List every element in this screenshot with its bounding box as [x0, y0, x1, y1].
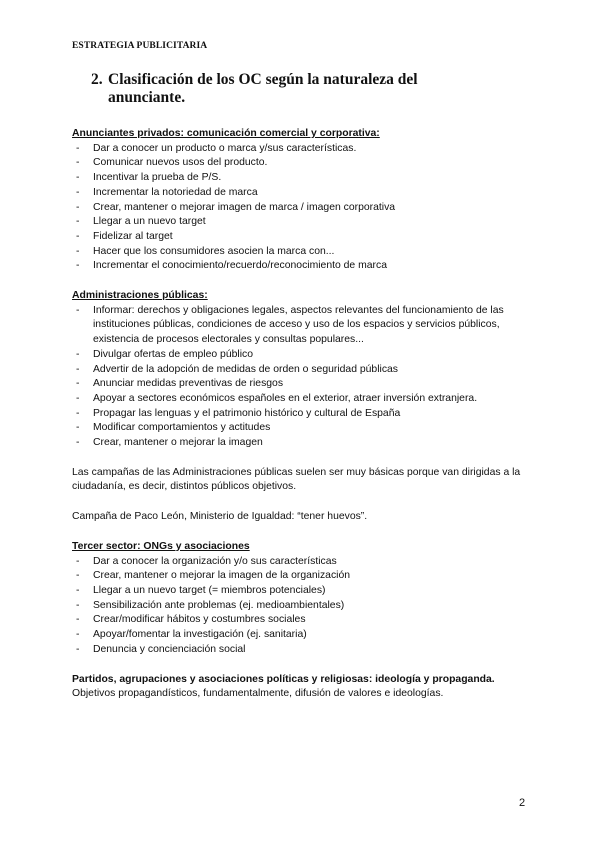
section-title-text: Clasificación de los OC según la naturaleza del anunciante.	[108, 71, 418, 106]
list-item: - Incrementar el conocimiento/recuerdo/reconocimiento de marca	[72, 259, 532, 274]
list-tercer-sector	[72, 555, 532, 658]
heading-tercer-sector: Tercer sector: ONGs y asociaciones	[72, 540, 250, 552]
heading-partidos: Partidos, agrupaciones y asociaciones políticas y religiosas: ideología y propaganda.	[72, 673, 495, 685]
section-title	[91, 71, 491, 107]
list-item: - Divulgar ofertas de empleo público	[72, 348, 532, 363]
list-item: - Crear/modificar hábitos y costumbres sociales	[72, 613, 532, 628]
list-item: - Dar a conocer un producto o marca y/sus características.	[72, 142, 532, 157]
list-item: - Comunicar nuevos usos del producto.	[72, 156, 532, 171]
heading-administraciones-publicas: Administraciones públicas:	[72, 290, 208, 302]
list-item: - Fidelizar al target	[72, 230, 532, 245]
list-item: - Modificar comportamientos y actitudes	[72, 421, 532, 436]
list-item: - Apoyar/fomentar la investigación (ej. sanitaria)	[72, 628, 532, 643]
list-item: - Anunciar medidas preventivas de riesgos	[72, 377, 532, 392]
list-anunciantes-privados	[72, 142, 532, 274]
list-item: - Hacer que los consumidores asocien la marca con...	[72, 245, 532, 260]
list-item: - Sensibilización ante problemas (ej. medioambientales)	[72, 599, 532, 614]
paragraph-partidos: Objetivos propagandísticos, fundamentalmente, difusión de valores e ideologías.	[72, 688, 444, 700]
list-item: - Incrementar la notoriedad de marca	[72, 186, 532, 201]
list-administraciones-publicas	[72, 304, 532, 451]
heading-anunciantes-privados: Anunciantes privados: comunicación comercial y corporativa:	[72, 128, 380, 139]
list-item: - Incentivar la prueba de P/S.	[72, 171, 532, 186]
list-item: - Crear, mantener o mejorar la imagen	[72, 436, 532, 451]
list-item: - Crear, mantener o mejorar imagen de marca / imagen corporativa	[72, 201, 532, 216]
list-item: - Advertir de la adopción de medidas de orden o seguridad públicas	[72, 363, 532, 378]
paragraph-paco-leon: Campaña de Paco León, Ministerio de Igualdad: “tener huevos”.	[72, 511, 368, 523]
running-header: ESTRATEGIA PUBLICITARIA	[72, 41, 208, 51]
list-item: - Dar a conocer la organización y/o sus características	[72, 555, 532, 570]
section-number: 2.	[91, 71, 103, 88]
list-item: - Informar: derechos y obligaciones legales, aspectos relevantes del funcionamiento de las instituciones públicas, condiciones de acceso y uso de los espacios y servicios públicos, existencia de procesos electorales y consultas populares...	[72, 304, 532, 348]
list-item: - Apoyar a sectores económicos españoles en el exterior, atraer inversión extranjera.	[72, 392, 532, 407]
list-item: - Propagar las lenguas y el patrimonio histórico y cultural de España	[72, 407, 532, 422]
list-item: - Denuncia y concienciación social	[72, 643, 532, 658]
page-number: 2	[519, 797, 526, 809]
list-item: - Crear, mantener o mejorar la imagen de la organización	[72, 569, 532, 584]
list-item: - Llegar a un nuevo target (= miembros potenciales)	[72, 584, 532, 599]
list-item: - Llegar a un nuevo target	[72, 215, 532, 230]
document-body	[72, 127, 532, 702]
paragraph-campanas: Las campañas de las Administraciones públicas suelen ser muy básicas porque van dirigidas a la ciudadanía, es decir, distintos públicos objetivos.	[72, 466, 521, 493]
